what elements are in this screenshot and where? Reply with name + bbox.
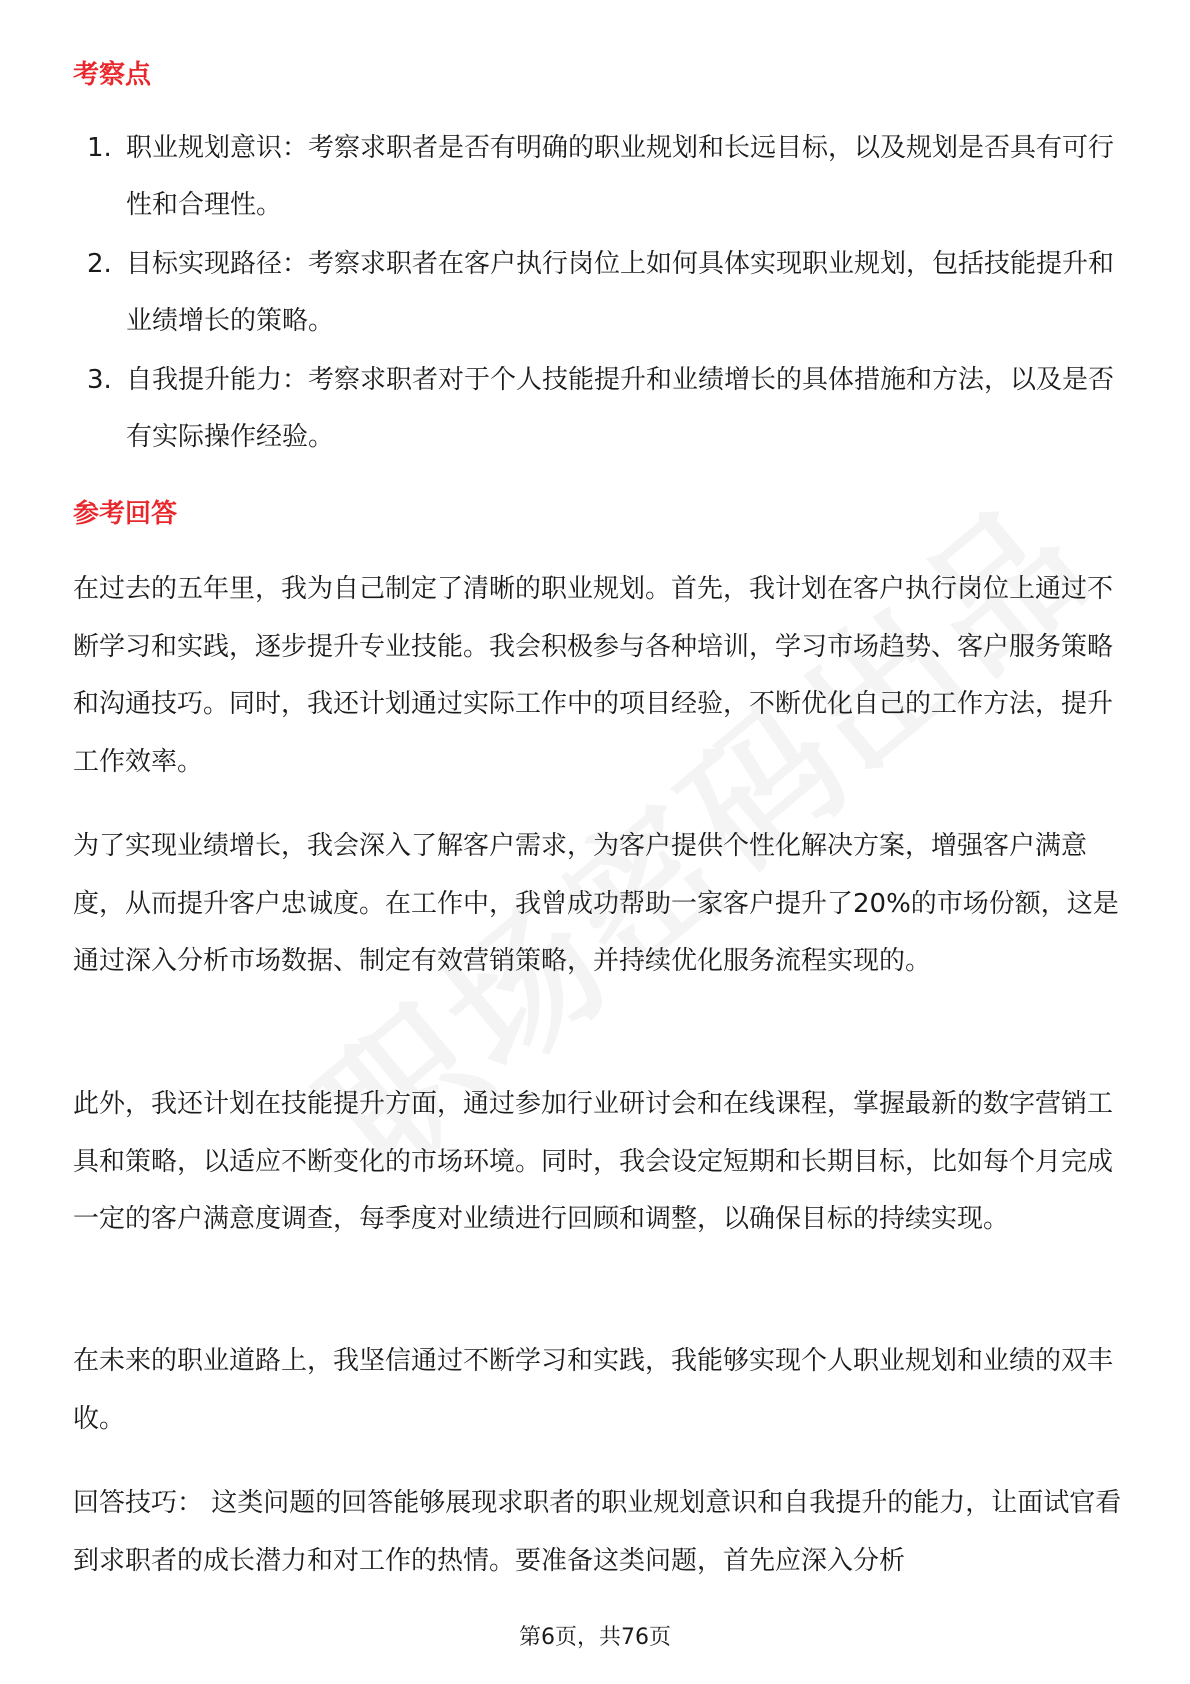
answer-tips-paragraph: 回答技巧： 这类问题的回答能够展现求职者的职业规划意识和自我提升的能力，让面试官看到求职者的成长潜力和对工作的热情。要准备这类问题，首先应深入分析 xyxy=(73,1488,1122,1576)
list-item xyxy=(73,352,1123,466)
answer-paragraph: 在未来的职业道路上，我坚信通过不断学习和实践，我能够实现个人职业规划和业绩的双丰收。 xyxy=(73,1346,1114,1434)
list-item xyxy=(73,120,1123,234)
answer-paragraph: 为了实现业绩增长，我会深入了解客户需求，为客户提供个性化解决方案，增强客户满意度，从而提升客户忠诚度。在工作中，我曾成功帮助一家客户提升了20%的市场份额，这是通过深入分析市场数据、制定有效营销策略，并持续优化服务流程实现的。 xyxy=(73,831,1119,976)
list-item-text: 自我提升能力：考察求职者对于个人技能提升和业绩增长的具体措施和方法，以及是否有实际操作经验。 xyxy=(126,365,1115,452)
exam-points-heading: 考察点 xyxy=(73,60,152,90)
list-item-number: 3. xyxy=(87,365,112,395)
list-item-text: 目标实现路径：考察求职者在客户执行岗位上如何具体实现职业规划，包括技能提升和业绩增长的策略。 xyxy=(126,249,1115,336)
list-item xyxy=(73,236,1123,350)
answer-paragraph: 此外，我还计划在技能提升方面，通过参加行业研讨会和在线课程，掌握最新的数字营销工具和策略，以适应不断变化的市场环境。同时，我会设定短期和长期目标，比如每个月完成一定的客户满意度调查，每季度对业绩进行回顾和调整，以确保目标的持续实现。 xyxy=(73,1089,1114,1234)
page-number-footer: 第6页，共76页 xyxy=(519,1625,671,1650)
list-item-number: 1. xyxy=(87,133,112,163)
reference-answer-heading: 参考回答 xyxy=(73,499,178,529)
list-item-text: 职业规划意识：考察求职者是否有明确的职业规划和长远目标，以及规划是否具有可行性和合理性。 xyxy=(126,133,1115,220)
list-item-number: 2. xyxy=(87,249,112,279)
answer-paragraph: 在过去的五年里，我为自己制定了清晰的职业规划。首先，我计划在客户执行岗位上通过不断学习和实践，逐步提升专业技能。我会积极参与各种培训，学习市场趋势、客户服务策略和沟通技巧。同时，我还计划通过实际工作中的项目经验，不断优化自己的工作方法，提升工作效率。 xyxy=(73,574,1114,777)
exam-points-list xyxy=(73,120,1123,468)
